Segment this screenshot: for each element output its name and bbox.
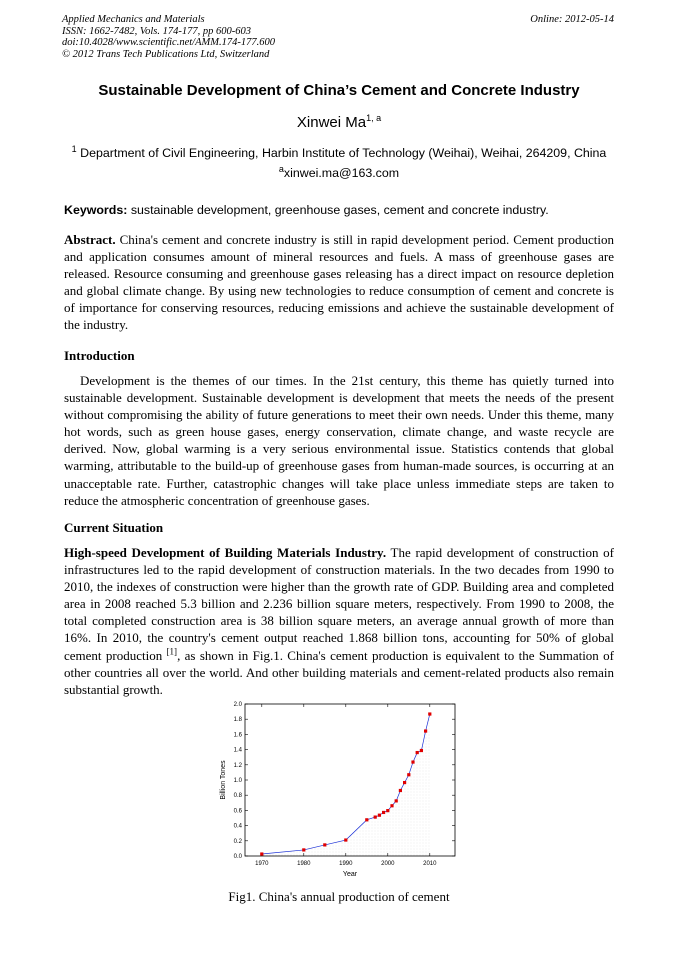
data-point bbox=[374, 815, 377, 818]
data-point bbox=[420, 749, 423, 752]
current-situation-heading: Current Situation bbox=[64, 520, 164, 535]
email-address[interactable]: xinwei.ma@163.com bbox=[283, 166, 400, 180]
data-point bbox=[399, 789, 402, 792]
data-point bbox=[390, 804, 393, 807]
data-point bbox=[403, 781, 406, 784]
keywords-text: sustainable development, greenhouse gases, cement and concrete industry. bbox=[130, 203, 549, 217]
chart-plot-area bbox=[220, 702, 455, 878]
copyright: © 2012 Trans Tech Publications Ltd, Switzerland bbox=[62, 48, 270, 60]
affiliation-mark: 1 bbox=[71, 143, 77, 154]
x-tick-label: 1990 bbox=[339, 861, 353, 867]
introduction-heading: Introduction bbox=[64, 348, 135, 363]
paper-title: Sustainable Development of China’s Cement and Concrete Industry bbox=[98, 82, 580, 99]
data-point bbox=[411, 760, 414, 763]
journal-header bbox=[62, 14, 614, 60]
author-marks: 1, a bbox=[366, 113, 382, 123]
x-tick-label: 1980 bbox=[297, 861, 311, 867]
data-point bbox=[424, 729, 427, 732]
online-date: Online: 2012-05-14 bbox=[530, 14, 614, 25]
y-tick-label: 0.2 bbox=[233, 838, 242, 845]
introduction-text: Development is the themes of our times. In the 21st century, this theme has quietly turned into sustainable development. Sustainable development is development that meets the needs of the present without compromising the ability of future generations to meet their own needs. Under this theme, many hot words, such as green house gases, energy conservation, climate change, and waste recycle are derived. Now, global warming is a very serious environmental issue. Statistics contends that global warming, attributable to the build-up of greenhouse gases from human-made sources, is occurring at an unacceptable rate. Further, catastrophic changes will take place unless immediate steps are taken to reduce the atmospheric concentration of greenhouse gases. bbox=[64, 373, 614, 508]
body-text-2: , as shown in Fig.1. China's cement production is equivalent to the Summation of other countries all over the world. And other building materials and cement-related products also remain substantial growth. bbox=[64, 647, 614, 697]
y-tick-label: 1.6 bbox=[233, 732, 242, 739]
body-text-1: The rapid development of construction of infrastructures led to the rapid development of construction materials. In the two decades from 1990 to 2010, the indexes of construction were higher than the growth rate of GDP. Building area and completed area in 2008 reached 5.3 billion and 2.236 billion square meters, respectively. From 1990 to 2008, the total completed construction area is 38 billion square meters, an average annual growth of more than 16%. In 2010, the country's cement output reached 1.868 billion tons, accounting for 50% of global cement production bbox=[64, 545, 614, 663]
y-tick-label: 0.0 bbox=[233, 854, 242, 860]
data-point bbox=[416, 751, 419, 754]
email bbox=[0, 163, 678, 180]
data-point bbox=[378, 814, 381, 817]
abstract-label: Abstract. bbox=[64, 232, 116, 247]
abstract-text: China's cement and concrete industry is still in rapid development period. Cement production and application consumes amount of mineral resources and fuels. A mass of greenhouse gases are released. Resource consuming and greenhouse gases releasing has a direct impact on resource depletion and global climate change. By using new technologies to reduce consumption of cement and concrete is of importance for conserving resources, reducing emissions and achieve the sustainable development of the industry. bbox=[64, 232, 614, 333]
cement-production-chart bbox=[215, 698, 465, 883]
x-tick-label: 1970 bbox=[255, 861, 269, 867]
y-tick-label: 0.4 bbox=[233, 823, 242, 830]
data-point bbox=[382, 811, 385, 814]
keywords-label: Keywords: bbox=[64, 203, 128, 217]
data-point bbox=[302, 848, 305, 851]
affiliation-text: Department of Civil Engineering, Harbin Institute of Technology (Weihai), Weihai, 264209, China bbox=[80, 146, 607, 160]
data-point bbox=[428, 712, 431, 715]
data-point bbox=[344, 838, 347, 841]
x-tick-label: 2010 bbox=[423, 861, 437, 867]
citation-ref: [1] bbox=[166, 646, 178, 657]
current-situation-text bbox=[64, 544, 614, 698]
y-tick-label: 0.6 bbox=[233, 808, 242, 815]
x-tick-label: 2000 bbox=[381, 861, 395, 867]
y-tick-label: 1.0 bbox=[233, 778, 242, 784]
data-point bbox=[395, 799, 398, 802]
email-mark: a bbox=[278, 163, 284, 174]
journal-name: Applied Mechanics and Materials bbox=[62, 14, 205, 25]
data-point bbox=[386, 809, 389, 812]
data-point bbox=[260, 852, 263, 855]
data-point bbox=[365, 818, 368, 821]
abstract bbox=[64, 231, 614, 334]
affiliation bbox=[62, 143, 616, 160]
data-point bbox=[323, 843, 326, 846]
data-point bbox=[407, 773, 410, 776]
doi: doi:10.4028/www.scientific.net/AMM.174-177.600 bbox=[62, 37, 275, 48]
figure-caption: Fig1. China's annual production of cement bbox=[228, 889, 450, 904]
subheading: High-speed Development of Building Materials Industry. bbox=[64, 545, 387, 560]
y-tick-label: 2.0 bbox=[233, 702, 242, 708]
y-tick-label: 1.8 bbox=[233, 717, 242, 724]
area-fill bbox=[262, 714, 430, 856]
y-axis-label: Billion Tones bbox=[220, 760, 227, 800]
author bbox=[0, 114, 678, 131]
y-tick-label: 1.4 bbox=[233, 747, 242, 754]
author-name: Xinwei Ma bbox=[296, 114, 367, 131]
issn: ISSN: 1662-7482, Vols. 174-177, pp 600-603 bbox=[62, 25, 251, 37]
y-tick-label: 0.8 bbox=[233, 793, 242, 800]
keywords bbox=[64, 203, 616, 217]
y-tick-label: 1.2 bbox=[233, 762, 242, 769]
x-axis-label: Year bbox=[342, 871, 358, 878]
